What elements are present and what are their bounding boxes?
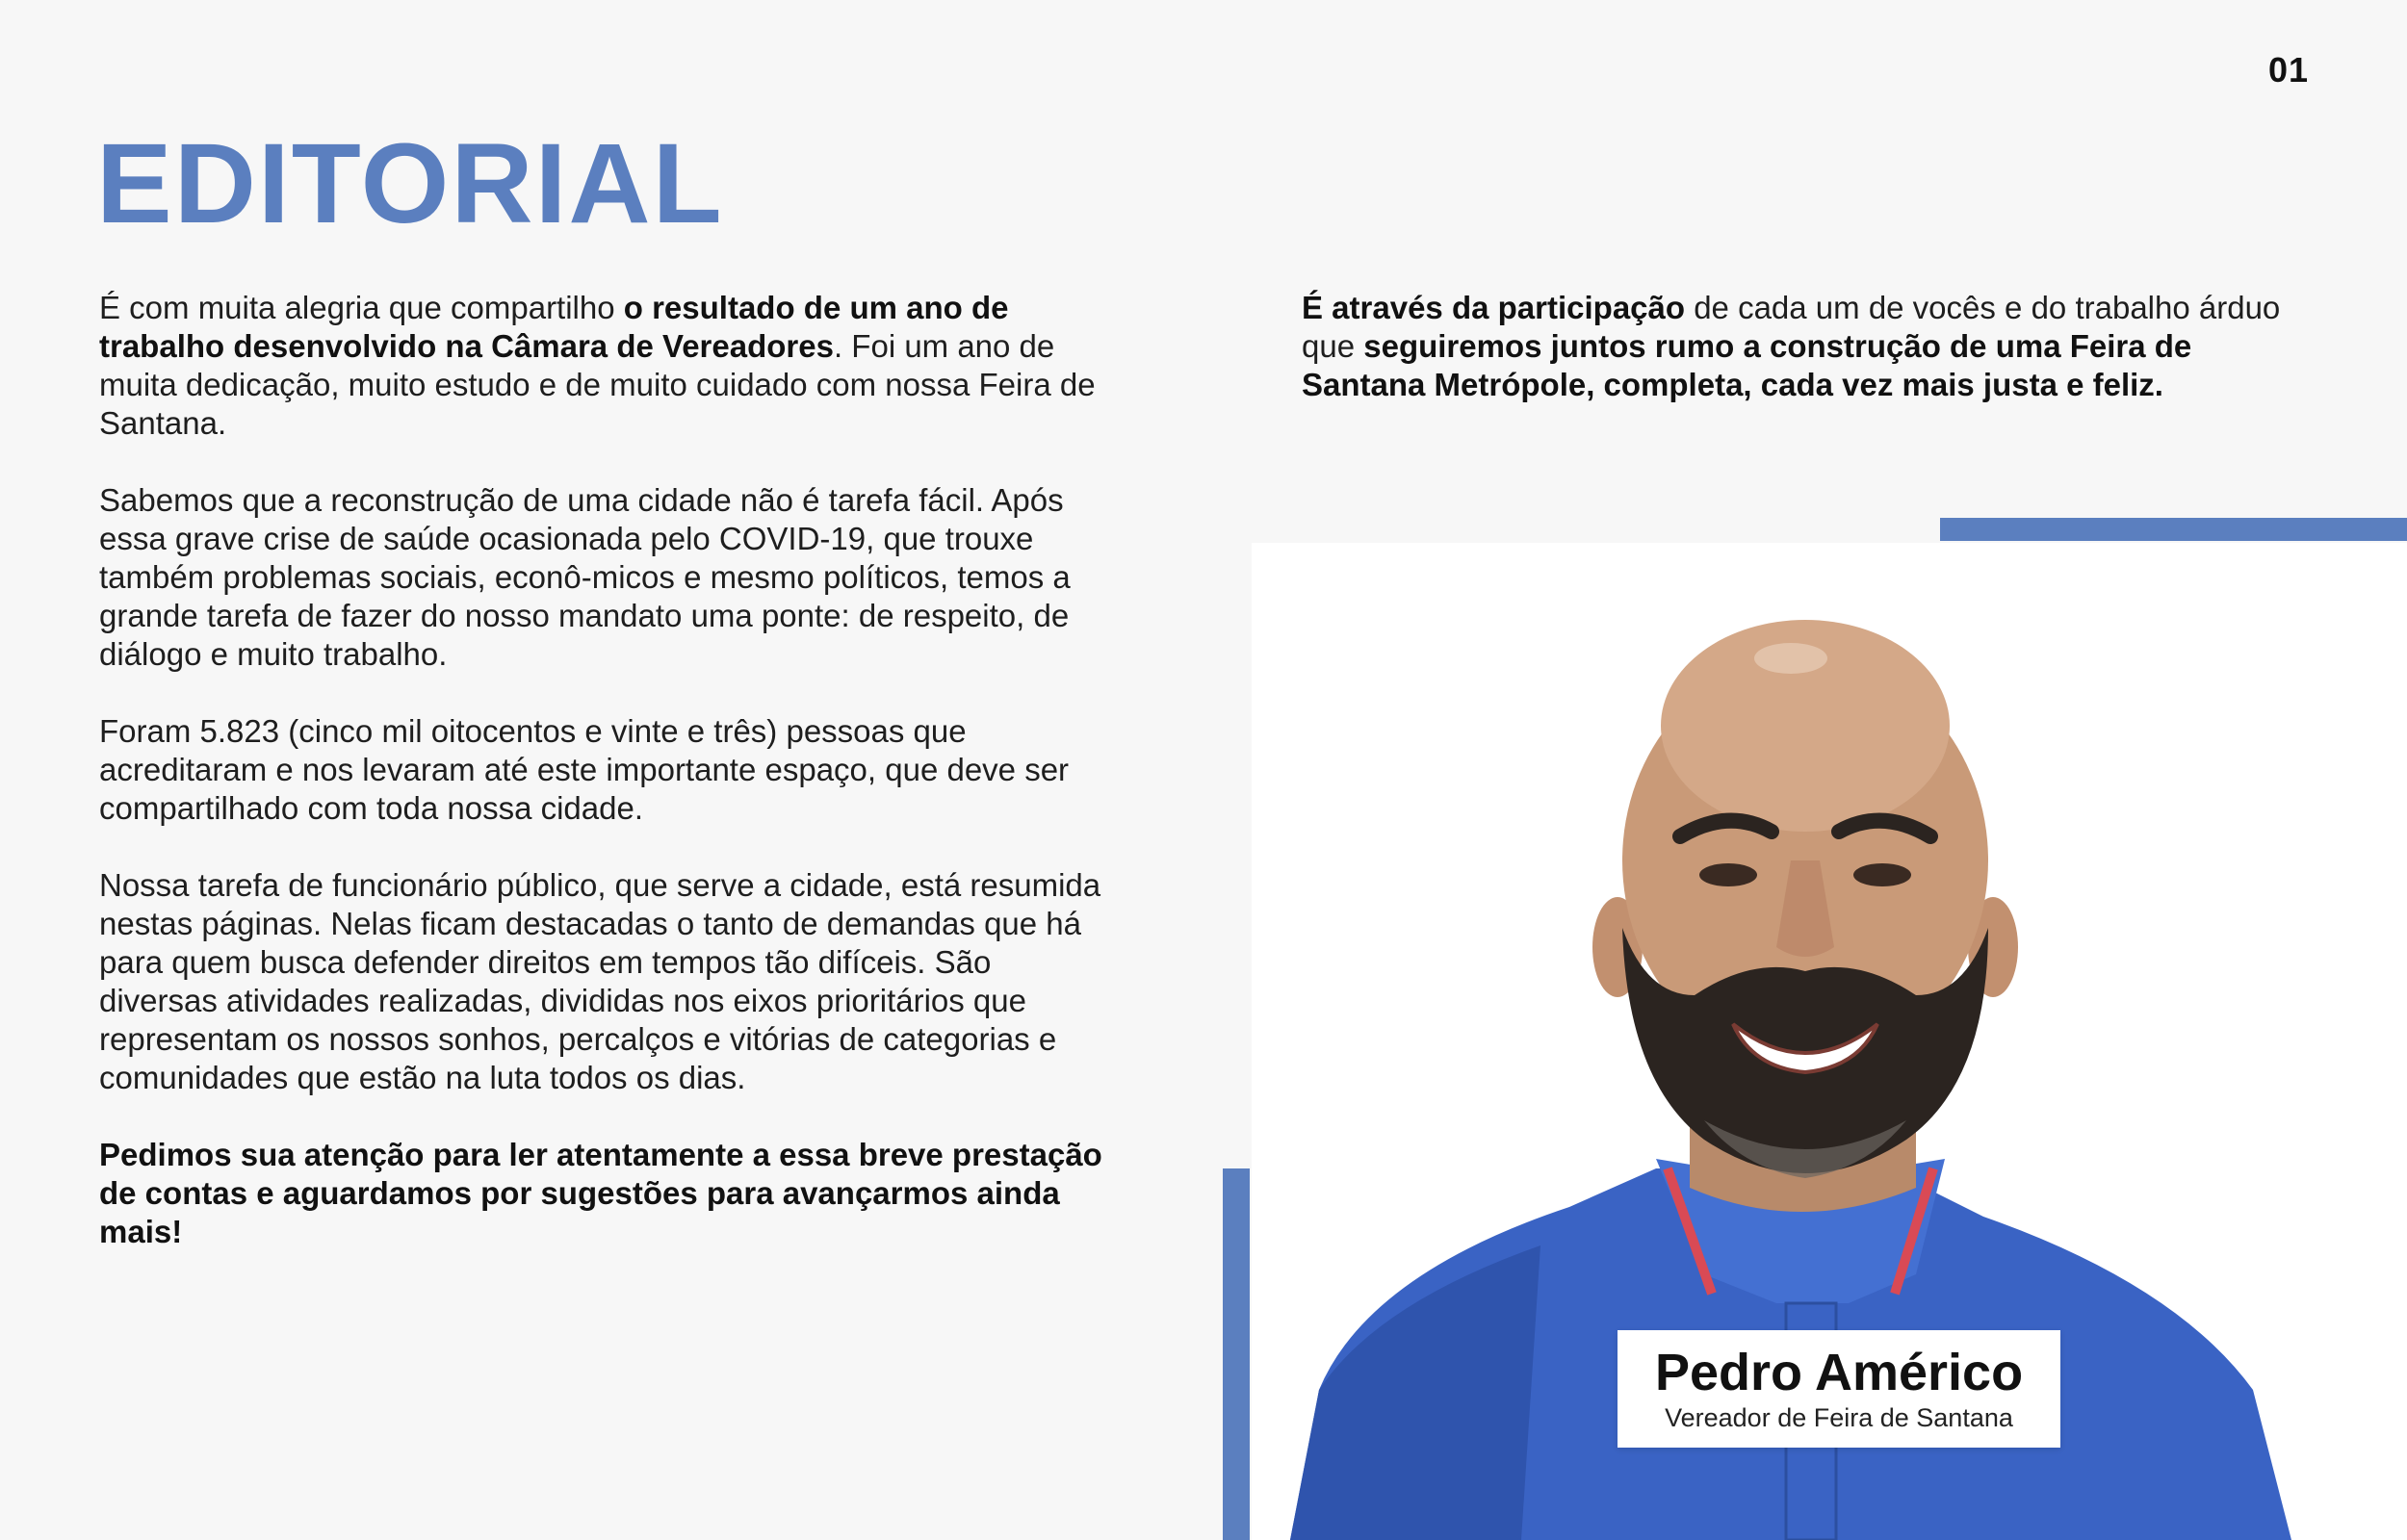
paragraph-participation: É através da participação de cada um de vocês e do trabalho árduo que seguiremos juntos rumo a construção de uma Feira de Santana Metrópole, completa, cada vez mais justa e feliz. (1302, 290, 2281, 402)
left-text-column (99, 289, 1110, 1290)
person-name: Pedro Américo (1654, 1344, 2024, 1401)
person-role: Vereador de Feira de Santana (1665, 1403, 2013, 1432)
accent-bar-side (1223, 1168, 1250, 1540)
page-number: 01 (2267, 50, 2309, 90)
accent-bar-top (1940, 518, 2407, 541)
paragraph-intro: É com muita alegria que compartilho o resultado de um ano de trabalho desenvolvido na Câmara de Vereadores. Foi um ano de muita dedicação, muito estudo e de muito cuidado com nossa Feira de Santana. (99, 290, 1096, 441)
page-title: EDITORIAL (96, 120, 724, 247)
highlight-result: o resultado de um ano de trabalho desenvolvido na Câmara de Vereadores (99, 290, 1009, 364)
right-text-column (1302, 289, 2303, 443)
paragraph-votes: Foram 5.823 (cinco mil oitocentos e vinte e três) pessoas que acreditaram e nos levaram até este importante espaço, que deve ser compartilhado com toda nossa cidade. (99, 713, 1070, 826)
paragraph-request: Pedimos sua atenção para ler atentamente a essa breve prestação de contas e aguardamos por sugestões para avançarmos ainda mais! (99, 1137, 1102, 1249)
name-card (1618, 1330, 2060, 1448)
paragraph-summary: Nossa tarefa de funcionário público, que serve a cidade, está resumida nestas páginas. Nelas ficam destacadas o tanto de demandas que há para quem busca defender direitos em tempos tão difíceis. São diversas atividades realizadas, divididas nos eixos prioritários que representam os nossos sonhos, percalços e vitórias de categorias e comunidades que estão na luta todos os dias. (99, 867, 1101, 1095)
paragraph-reconstruction: Sabemos que a reconstrução de uma cidade não é tarefa fácil. Após essa grave crise de saúde ocasionada pelo COVID-19, que trouxe também problemas sociais, econô-micos e mesmo políticos, temos a grande tarefa de fazer do nosso mandato uma ponte: de respeito, de diálogo e muito trabalho. (99, 482, 1071, 672)
